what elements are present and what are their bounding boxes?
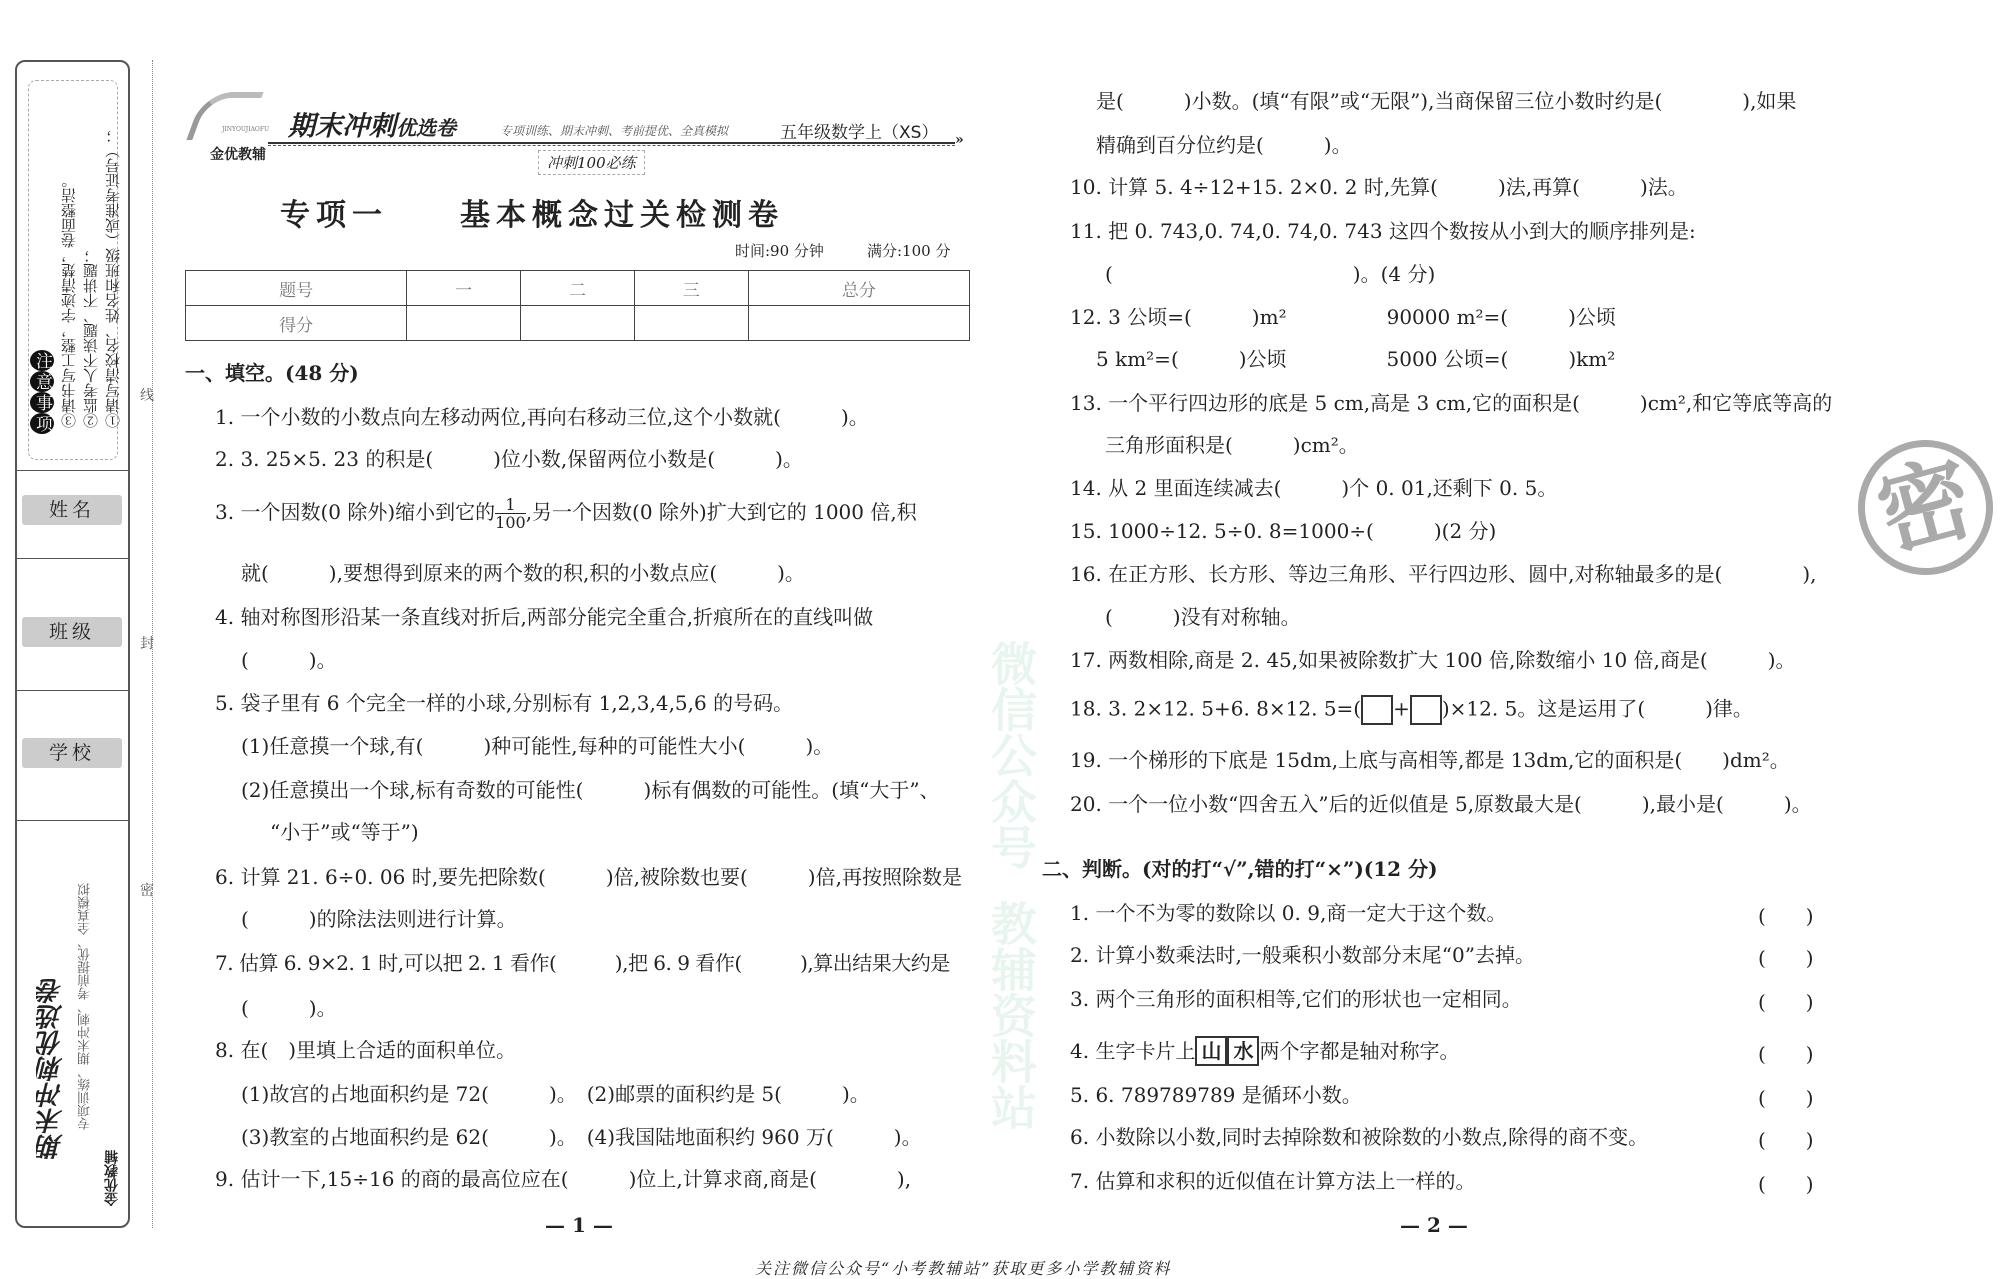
divider (15, 470, 130, 471)
sidebar-logo-sub: 专项训练、期末冲刺、考前提优、全真模拟 (78, 883, 93, 1130)
brand-pinyin: JINYOUJIAOFU (222, 126, 270, 133)
question-10: 10. 计算 5. 4÷12+15. 2×0. 2 时,先算( )法,再算( )法。 (1070, 175, 1688, 199)
q18-text: 18. 3. 2×12. 5+6. 8×12. 5=( (1070, 696, 1362, 721)
question-14: 14. 从 2 里面连续减去( )个 0. 01,还剩下 0. 5。 (1070, 476, 1558, 500)
judge-item (1070, 1036, 1459, 1066)
question-11-cont: ( )。(4 分) (1105, 262, 1436, 286)
denominator: 100 (495, 513, 526, 532)
badge-char: 注 (32, 352, 52, 369)
grade-label: 五年级数学上（XS） (780, 123, 939, 143)
question-12: 12. 3 公顷=( )m² 90000 m²=( )公顷 (1070, 305, 1616, 329)
question-11: 11. 把 0. 743,0. 74,0. 74,0. 743 这四个数按从小到大的顺序排列是: (1070, 219, 1696, 243)
answer-box[interactable] (1361, 695, 1393, 725)
footer-note: 关注微信公众号“小考教辅站”获取更多小学教辅资料 (755, 1259, 1172, 1278)
badge-char: 意 (32, 373, 52, 390)
question-6: 6. 计算 21. 6÷0. 06 时,要先把除数( )倍,被除数也要( )倍,再按照除数是 (215, 865, 962, 889)
watermark-line2: 教辅资料站 (984, 900, 1038, 1130)
question-5-2: (2)任意摸出一个球,标有奇数的可能性( )标有偶数的可能性。(填“大于”、 (241, 778, 940, 802)
question-9-cont: 精确到百分位约是( )。 (1096, 133, 1352, 157)
judge-item: 6. 小数除以小数,同时去掉除数和被除数的小数点,除得的商不变。 (1070, 1125, 1649, 1149)
section-heading: 二、判断。(对的打“√”,错的打“×”)(12 分) (1042, 857, 1438, 881)
name-field[interactable]: 姓名 (22, 495, 122, 525)
header-cell: 二 (521, 271, 635, 306)
question-5-1: (1)任意摸一个球,有( )种可能性,每种的可能性大小( )。 (241, 734, 834, 758)
judge-text: 两个字都是轴对称字。 (1259, 1039, 1460, 1063)
note-1: ①请写清校名、姓名和班级（或准考证号）； (104, 128, 122, 428)
cut-mark: 封 (140, 636, 154, 652)
cut-mark: 密 (140, 883, 154, 899)
divider (15, 558, 130, 559)
score-cell[interactable] (634, 306, 748, 341)
question-6-cont: ( )的除法法则进行计算。 (241, 907, 517, 931)
question-7: 7. 估算 6. 9×2. 1 时,可以把 2. 1 看作( ),把 6. 9 看作( ),算出结果大约是 (215, 951, 950, 975)
divider (15, 820, 130, 821)
judge-answer[interactable]: ( ) (1758, 1128, 1814, 1152)
question-4: 4. 轴对称图形沿某一条直线对折后,两部分能完全重合,折痕所在的直线叫做 (215, 605, 874, 629)
question-18 (1070, 695, 1753, 725)
question-1: 1. 一个小数的小数点向左移动两位,再向右移动三位,这个小数就( )。 (215, 405, 869, 429)
score-cell[interactable] (748, 306, 969, 341)
q18-text: )×12. 5。这是运用了( )律。 (1441, 696, 1753, 721)
row-label: 得分 (186, 306, 407, 341)
question-4-cont: ( )。 (241, 648, 337, 672)
judge-item: 7. 估算和求积的近似值在计算方法上一样的。 (1070, 1169, 1476, 1193)
note-2: ②监考人不读题、不讲题； (82, 248, 100, 428)
question-16-cont: ( )没有对称轴。 (1105, 605, 1301, 629)
full-score: 满分:100 分 (867, 242, 951, 260)
question-7-cont: ( )。 (241, 996, 337, 1020)
question-13: 13. 一个平行四边形的底是 5 cm,高是 3 cm,它的面积是( )cm²,和它等底等高的 (1070, 391, 1833, 415)
question-8-2: (3)教室的占地面积约是 62( )。 (4)我国陆地面积约 960 万( )。 (241, 1125, 922, 1149)
judge-answer[interactable]: ( ) (1758, 1172, 1814, 1196)
badge: 冲刺100必练 (538, 150, 645, 175)
sidebar-logo-title: 期末冲刺优选卷 (37, 978, 67, 1160)
header-cell: 三 (634, 271, 748, 306)
question-8: 8. 在( )里填上合适的面积单位。 (215, 1038, 517, 1062)
question-9-cont: 是( )小数。(填“有限”或“无限”),当商保留三位小数时约是( ),如果 (1096, 89, 1797, 113)
series-name: 期末冲刺 (288, 111, 396, 142)
question-3-cont: 就( ),要想得到原来的两个数的积,积的小数点应( )。 (241, 561, 805, 585)
question-9: 9. 估计一下,15÷16 的商的最高位应在( )位上,计算求商,商是( ), (215, 1167, 912, 1191)
question-19: 19. 一个梯形的下底是 15dm,上底与高相等,都是 13dm,它的面积是( )dm²。 (1070, 748, 1790, 772)
judge-text: 4. 生字卡片上 (1070, 1039, 1196, 1063)
judge-item: 5. 6. 789789789 是循环小数。 (1070, 1083, 1362, 1107)
judge-item: 2. 计算小数乘法时,一般乘积小数部分末尾“0”去掉。 (1070, 943, 1535, 967)
class-field[interactable]: 班级 (22, 617, 122, 647)
question-20: 20. 一个一位小数“四舍五入”后的近似值是 5,原数最大是( ),最小是( )。 (1070, 792, 1812, 816)
judge-answer[interactable]: ( ) (1758, 1042, 1814, 1066)
section-heading: 一、填空。(48 分) (185, 361, 359, 385)
page-number: — 2 — (1400, 1213, 1468, 1237)
question-5-2-cont: “小于”或“等于”) (270, 820, 419, 844)
series-title (288, 104, 456, 143)
question-13-cont: 三角形面积是( )cm²。 (1105, 433, 1359, 457)
note-3: ③请书写工整，字迹清楚，卷面整洁。 (60, 173, 78, 428)
watermark-line1: 微信公众号 (984, 640, 1038, 870)
header-cell: 一 (407, 271, 521, 306)
divider (15, 690, 130, 691)
judge-answer[interactable]: ( ) (1758, 1086, 1814, 1110)
question-12-cont: 5 km²=( )公顷 5000 公顷=( )km² (1096, 347, 1616, 371)
header-cell: 题号 (186, 271, 407, 306)
series-suffix: 优选卷 (396, 116, 456, 140)
question-3 (215, 496, 917, 531)
q3-text: ,另一个因数(0 除外)扩大到它的 1000 倍,积 (525, 500, 917, 524)
judge-answer[interactable]: ( ) (1758, 990, 1814, 1014)
score-table (185, 270, 970, 341)
header-tagline: 专项训练、期末冲刺、考前提优、全真模拟 (500, 124, 729, 138)
judge-item: 3. 两个三角形的面积相等,它们的形状也一定相同。 (1070, 987, 1522, 1011)
brand-name: 金优教辅 (210, 147, 266, 163)
notes-badge (30, 350, 54, 434)
judge-answer[interactable]: ( ) (1758, 946, 1814, 970)
cut-mark: 线 (140, 388, 154, 404)
question-8-1: (1)故宫的占地面积约是 72( )。 (2)邮票的面积约是 5( )。 (241, 1082, 870, 1106)
fraction (495, 496, 526, 531)
page-title: 专项一 基本概念过关检测卷 (280, 198, 784, 233)
header-cell: 总分 (748, 271, 969, 306)
question-5: 5. 袋子里有 6 个完全一样的小球,分别标有 1,2,3,4,5,6 的号码。 (215, 691, 794, 715)
judge-answer[interactable]: ( ) (1758, 904, 1814, 928)
question-16: 16. 在正方形、长方形、等边三角形、平行四边形、圆中,对称轴最多的是( ), (1070, 562, 1817, 586)
char-card: 水 (1227, 1036, 1259, 1066)
header-rule (268, 142, 955, 146)
char-card: 山 (1195, 1036, 1227, 1066)
notes-text (58, 88, 124, 428)
answer-box[interactable] (1410, 695, 1442, 725)
judge-item: 1. 一个不为零的数除以 0. 9,商一定大于这个数。 (1070, 901, 1507, 925)
badge-char: 项 (32, 415, 52, 432)
question-15: 15. 1000÷12. 5÷0. 8=1000÷( )(2 分) (1070, 519, 1497, 543)
time-limit: 时间:90 分钟 (735, 242, 824, 260)
score-cell[interactable] (521, 306, 635, 341)
question-2: 2. 3. 25×5. 23 的积是( )位小数,保留两位小数是( )。 (215, 447, 803, 471)
numerator: 1 (495, 496, 526, 514)
school-field[interactable]: 学校 (22, 738, 122, 768)
page-number: — 1 — (545, 1213, 613, 1237)
arrow-icon: » (955, 132, 964, 148)
plus-sign: + (1393, 696, 1410, 721)
score-cell[interactable] (407, 306, 521, 341)
badge-char: 事 (32, 394, 52, 411)
secret-stamp: 密 (1843, 425, 2000, 590)
question-17: 17. 两数相除,商是 2. 45,如果被除数扩大 100 倍,除数缩小 10 倍,商是( )。 (1070, 648, 1796, 672)
q3-text: 3. 一个因数(0 除外)缩小到它的 (215, 500, 496, 524)
sidebar-brand: 金优教辅 (104, 1150, 120, 1206)
